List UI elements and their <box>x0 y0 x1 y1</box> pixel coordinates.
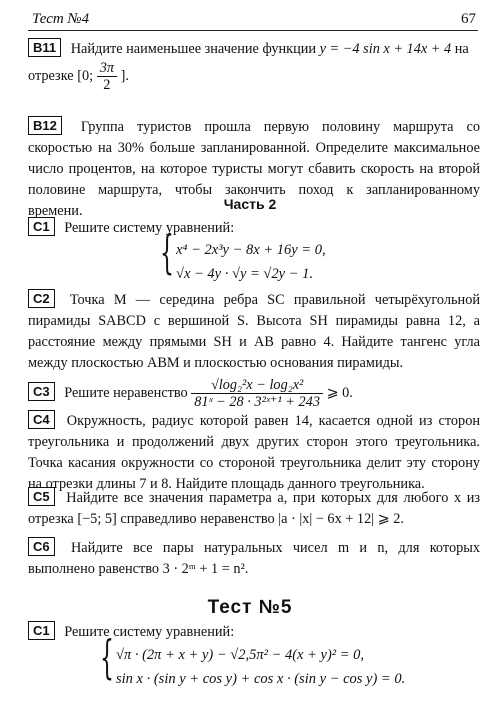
task-label-c4: C4 <box>28 410 55 429</box>
c3-tail: ⩾ 0. <box>326 385 353 401</box>
task-label-c5: C5 <box>28 487 55 506</box>
test5-eq2: sin x · (sin y + cos y) + cos x · (sin y − cos y) = 0. <box>116 671 406 687</box>
c3-text: Решите неравенство <box>64 385 188 401</box>
task-label-c6: C6 <box>28 537 55 556</box>
test-heading: Тест №5 <box>207 597 293 618</box>
task-c4 <box>28 410 480 495</box>
test5-c1-text: Решите систему уравнений: <box>64 624 235 640</box>
running-head <box>28 8 478 31</box>
c5-text: Найдите все значения параметра a, при которых для любого x из отрезка [−5; 5] справедливо неравенство |a · |x| − 6x + 12| ⩾ 2. <box>28 490 481 527</box>
c6-text: Найдите все пары натуральных чисел m и n, для которых выполнено равенство 3 · 2ᵐ + 1 = n². <box>28 540 480 577</box>
task-label-test5-c1: C1 <box>28 621 55 640</box>
task-c5 <box>28 487 480 530</box>
c1-system <box>160 227 326 286</box>
c3-fraction <box>191 377 323 410</box>
b12-text: Группа туристов прошла первую половину маршрута со скоростью на 30% больше запланированной. Определите максимальное число процентов, на которое туристы могут сбавить скорость на второй половине маршрута, чтобы закончить поход к запланированному времени. <box>28 119 481 219</box>
b11-interval-close: ]. <box>120 67 129 84</box>
task-c1 <box>28 217 480 239</box>
c3-numerator: √log₂²x − log₂x² <box>191 377 323 394</box>
task-label-c3: C3 <box>28 382 55 401</box>
c4-text: Окружность, радиус которой равен 14, касается одной из сторон треугольника и продолжений двух других сторон этого треугольника. Точка касания окружности со стороной треугольника делит эту сторону на отрезки длины 7 и 8. Найдите площадь данного треугольника. <box>28 413 480 492</box>
task-label-b12: B12 <box>28 116 62 135</box>
task-label-b11: B11 <box>28 38 61 57</box>
page-number: 67 <box>461 11 476 27</box>
test5-eq1: √π · (2π + x + y) − √2,5π² − 4(x + y)² = 0, <box>116 647 365 663</box>
part-heading: Часть 2 <box>223 196 277 212</box>
b11-interval-open: [0; <box>77 67 94 84</box>
b11-frac-num: 3π <box>97 60 117 77</box>
test5-brace: { <box>100 632 114 686</box>
task-c6 <box>28 537 480 580</box>
b11-text-1: Найдите наименьшее значение функции <box>70 41 317 57</box>
task-test5-c1 <box>28 621 480 643</box>
b11-frac-den: 2 <box>103 77 111 93</box>
test5-system <box>100 632 406 691</box>
task-label-c2: C2 <box>28 289 55 308</box>
b11-function: y = −4 sin x + 14x + 4 <box>319 41 452 57</box>
task-b11 <box>28 38 480 93</box>
b11-text-2: на <box>454 41 469 57</box>
c2-text: Точка M — середина ребра SC правильной четырёхугольной пирамиды SABCD с вершиной S. Высота SH пирамиды равна 12, а расстояние между прямыми SH и AB равно 4. Найдите тангенс угла между плоскостью ABM и плоскостью основания пирамиды. <box>28 292 480 371</box>
c1-brace: { <box>160 227 174 281</box>
c1-eq1: x⁴ − 2x³y − 8x + 16y = 0, <box>176 242 326 258</box>
c3-denominator: 81ˣ − 28 · 3²ˣ⁺¹ + 243 <box>194 394 320 411</box>
task-label-c1: C1 <box>28 217 55 236</box>
b11-text-3: отрезке <box>28 67 74 84</box>
c1-text: Решите систему уравнений: <box>64 220 235 236</box>
c1-eq2: √x − 4y · √y = √2y − 1. <box>176 266 313 282</box>
task-c2 <box>28 289 480 374</box>
b11-fraction <box>97 60 117 93</box>
running-head-title: Тест №4 <box>32 11 90 27</box>
task-c3 <box>28 374 480 412</box>
